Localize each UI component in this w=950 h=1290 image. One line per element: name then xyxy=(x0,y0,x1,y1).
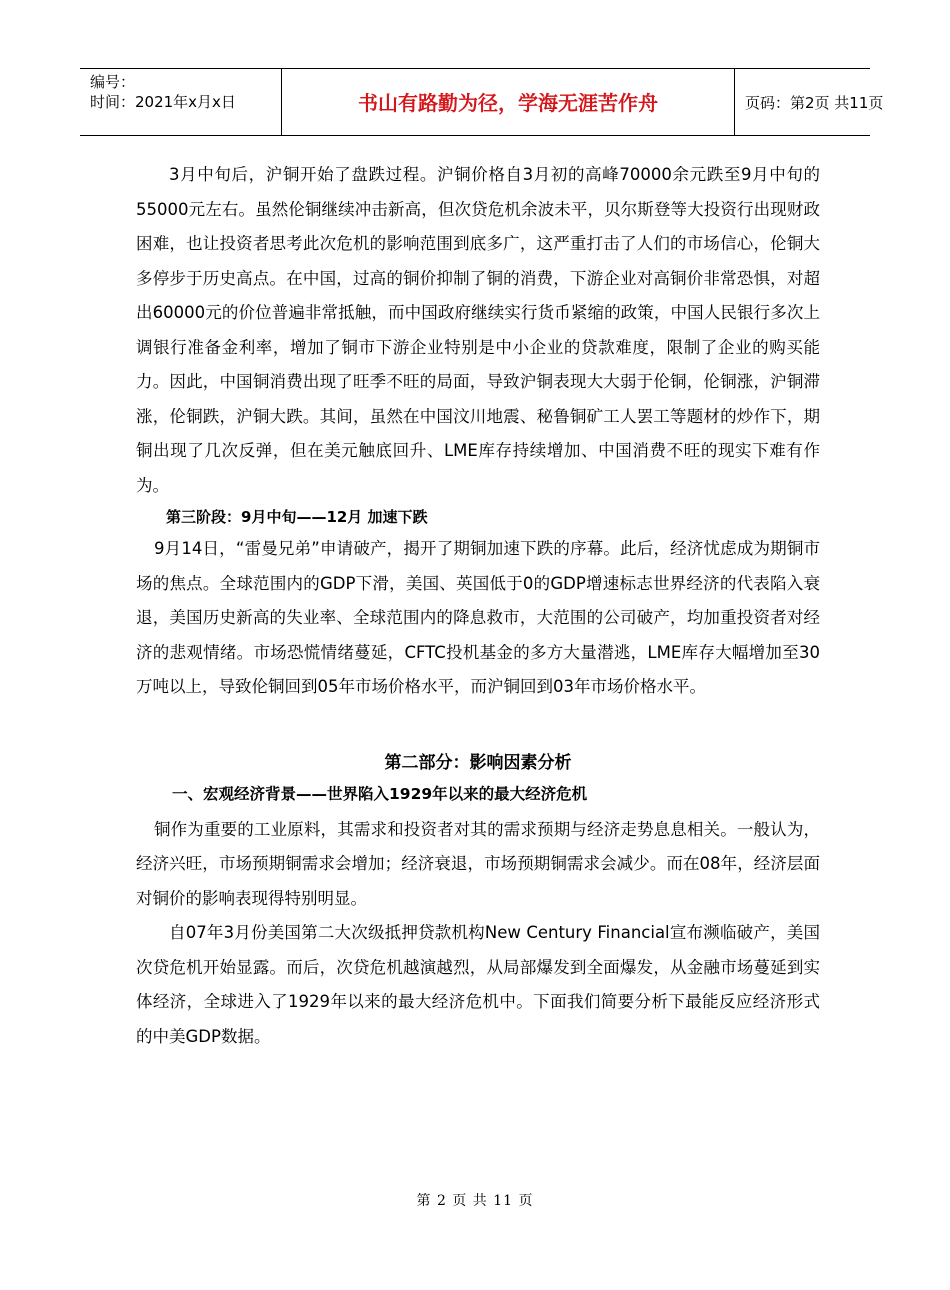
paragraph-subprime-crisis: 自07年3月份美国第二大次级抵押贷款机构New Century Financial宣布濒临破产，美国次贷危机开始显露。而后，次贷危机越演越烈，从局部爆发到全面爆发，从金融市场蔓延到实体经济，全球进入了1929年以来的最大经济危机中。下面我们简要分析下最能反应经济形式的中美GDP数据。 xyxy=(136,923,820,1046)
document-body xyxy=(136,158,820,1054)
page-footer: 第 2 页 共 11 页 xyxy=(416,1193,534,1209)
part2-heading: 第二部分：影响因素分析 xyxy=(384,752,572,773)
paragraph-copper-economy: 铜作为重要的工业原料，其需求和投资者对其的需求预期与经济走势息息相关。一般认为，经济兴旺，市场预期铜需求会增加；经济衰退，市场预期铜需求会减少。而在08年，经济层面对铜价的影响表现得特别明显。 xyxy=(136,819,820,908)
paragraph-stage3: 9月14日，“雷曼兄弟”申请破产，揭开了期铜加速下跌的序幕。此后，经济忧虑成为期铜市场的焦点。全球范围内的GDP下滑，美国、英国低于0的GDP增速标志世界经济的代表陷入衰退，美国历史新高的失业率、全球范围内的降息救市，大范围的公司破产，均加重投资者对经济的悲观情绪。市场恐慌情绪蔓延，CFTC投机基金的多方大量潜逃，LME库存大幅增加至30万吨以上，导致伦铜回到05年市场价格水平，而沪铜回到03年市场价格水平。 xyxy=(136,539,820,696)
header-motto-cell xyxy=(281,69,735,135)
time-label: 时间：2021年x月x日 xyxy=(90,93,236,111)
header-page-label: 页码：第2页 共11页 xyxy=(745,94,884,112)
header-info xyxy=(80,69,281,135)
stage3-heading: 第三阶段：9月中旬——12月 加速下跌 xyxy=(166,508,428,526)
page-header xyxy=(80,68,884,136)
paragraph-stage2-decline: 3月中旬后，沪铜开始了盘跌过程。沪铜价格自3月初的高峰70000余元跌至9月中旬的55000元左右。虽然伦铜继续冲击新高，但次贷危机余波未平，贝尔斯登等大投资行出现财政困难，也让投资者思考此次危机的影响范围到底多广，这严重打击了人们的市场信心，伦铜大多停步于历史高点。在中国，过高的铜价抑制了铜的消费，下游企业对高铜价非常恐惧，对超出60000元的价位普遍非常抵触，而中国政府继续实行货币紧缩的政策，中国人民银行多次上调银行准备金利率，增加了铜市下游企业特别是中小企业的贷款难度，限制了企业的购买能力。因此，中国铜消费出现了旺季不旺的局面，导致沪铜表现大大弱于伦铜，伦铜涨，沪铜滞涨，伦铜跌，沪铜大跌。其间，虽然在中国汶川地震、秘鲁铜矿工人罢工等题材的炒作下，期铜出现了几次反弹，但在美元触底回升、LME库存持续增加、中国消费不旺的现实下难有作为。 xyxy=(136,165,820,495)
header-motto: 书山有路勤为径，学海无涯苦作舟 xyxy=(358,91,658,115)
section1-heading: 一、宏观经济背景——世界陷入1929年以来的最大经济危机 xyxy=(172,784,588,803)
serial-label: 编号： xyxy=(90,73,136,91)
